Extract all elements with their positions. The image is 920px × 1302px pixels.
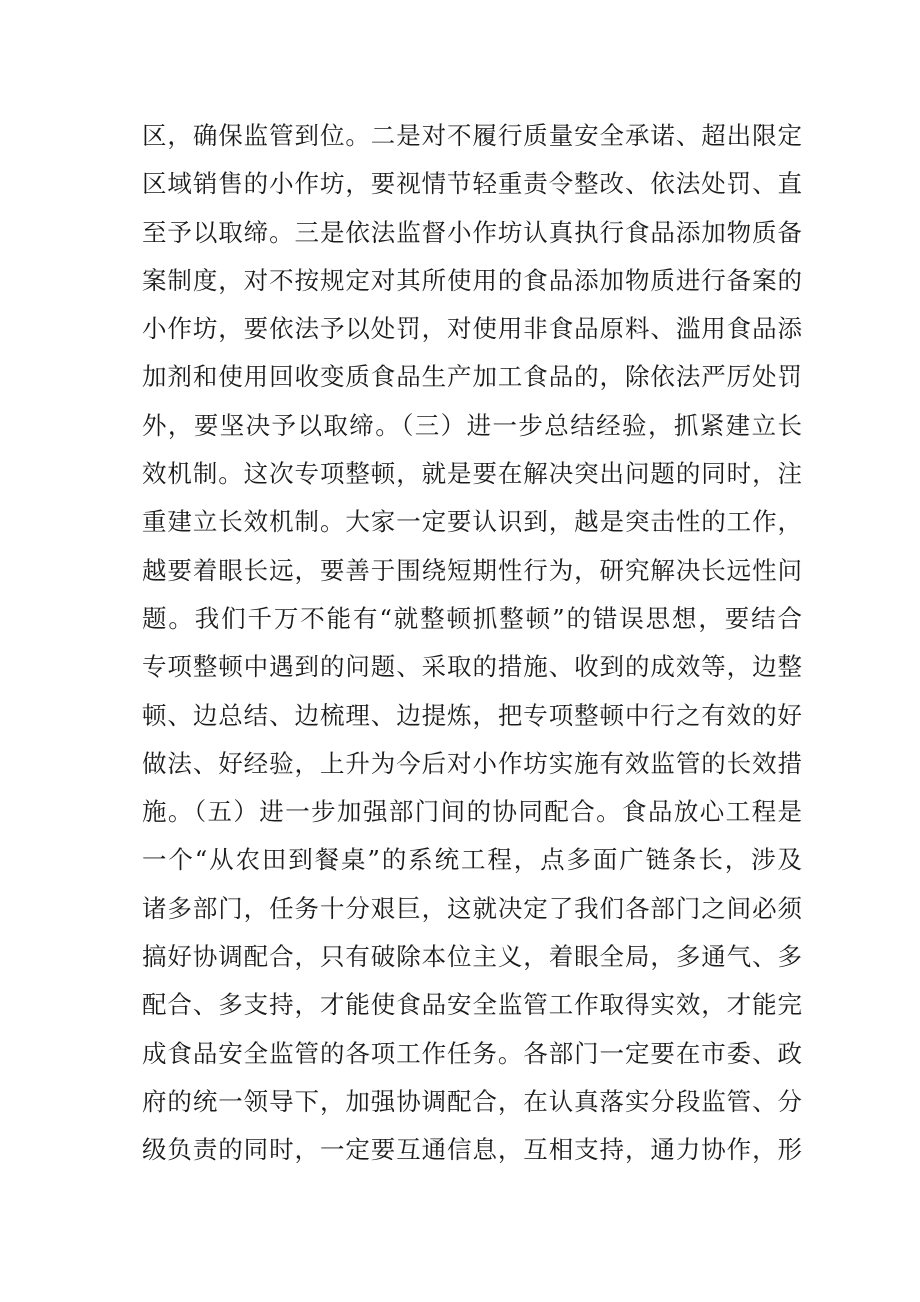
body-text: [142, 112, 802, 1175]
text-line: 搞好协调配合，只有破除本位主义，着眼全局，多通气、多: [142, 942, 802, 972]
text-line: 配合、多支持，才能使食品安全监管工作取得实效，才能完: [142, 990, 802, 1020]
text-line: 区，确保监管到位。二是对不履行质量安全承诺、超出限定: [142, 121, 802, 150]
text-line: 加剂和使用回收变质食品生产加工食品的，除依法严厉处罚: [142, 362, 802, 392]
text-line: 至予以取缔。三是依法监督小作坊认真执行食品添加物质备: [142, 217, 802, 247]
text-line: 顿、边总结、边梳理、边提炼，把专项整顿中行之有效的好: [142, 700, 802, 730]
text-line: 案制度，对不按规定对其所使用的食品添加物质进行备案的: [142, 265, 802, 295]
text-line: 外，要坚决予以取缔。（三）进一步总结经验，抓紧建立长: [142, 410, 802, 440]
text-line: 做法、好经验，上升为今后对小作坊实施有效监管的长效措: [142, 748, 802, 778]
text-line: 成食品安全监管的各项工作任务。各部门一定要在市委、政: [142, 1038, 802, 1068]
text-line: 一个“从农田到餐桌”的系统工程，点多面广链条长，涉及: [142, 845, 802, 875]
text-line: 重建立长效机制。大家一定要认识到，越是突击性的工作，: [142, 507, 802, 537]
text-line: 级负责的同时，一定要互通信息，互相支持，通力协作，形: [142, 1135, 802, 1165]
text-line: 小作坊，要依法予以处罚，对使用非食品原料、滥用食品添: [142, 314, 802, 344]
text-line: 施。（五）进一步加强部门间的协同配合。食品放心工程是: [142, 797, 802, 827]
text-line: 府的统一领导下，加强协调配合，在认真落实分段监管、分: [142, 1086, 802, 1116]
text-line: 专项整顿中遇到的问题、采取的措施、收到的成效等，边整: [142, 652, 802, 682]
text-line: 诸多部门，任务十分艰巨，这就决定了我们各部门之间必须: [142, 893, 802, 923]
text-line: 效机制。这次专项整顿，就是要在解决突出问题的同时，注: [142, 459, 802, 489]
text-line: 越要着眼长远，要善于围绕短期性行为，研究解决长远性问: [142, 555, 802, 585]
text-line: 题。我们千万不能有“就整顿抓整顿”的错误思想，要结合: [142, 603, 802, 633]
text-line: 区域销售的小作坊，要视情节轻重责令整改、依法处罚、直: [142, 169, 802, 199]
